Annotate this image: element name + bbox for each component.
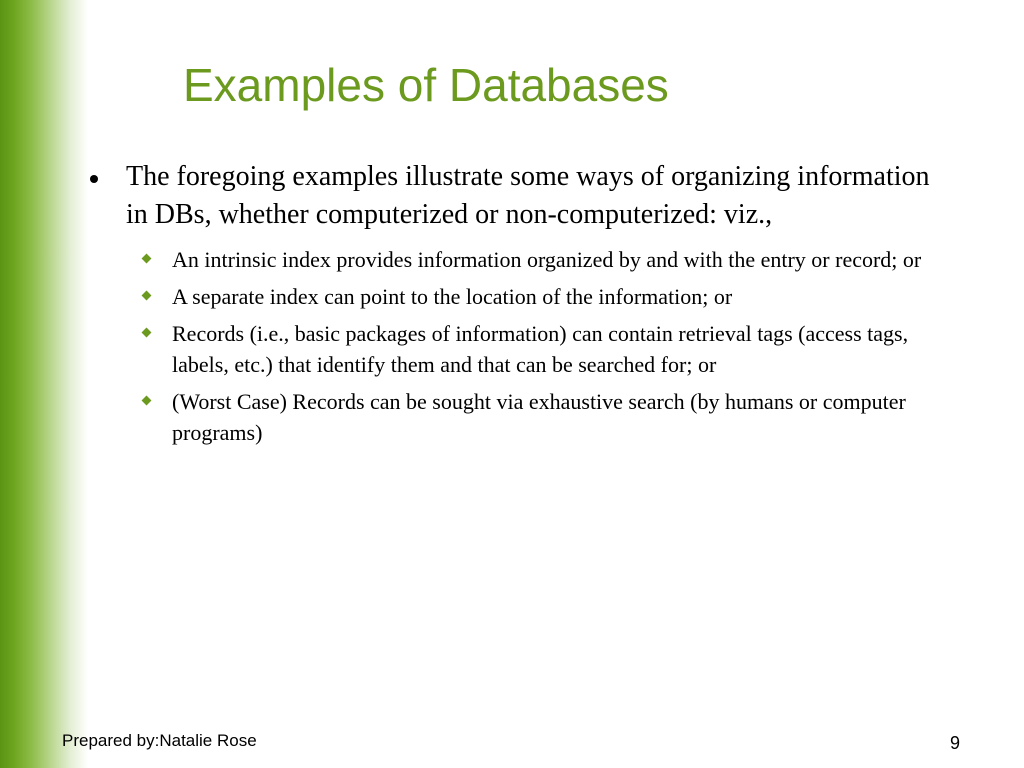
sub-bullet-item xyxy=(90,386,950,448)
page-number: 9 xyxy=(950,733,961,753)
sub-bullet-text: (Worst Case) Records can be sought via exhaustive search (by humans or computer programs) xyxy=(172,389,906,445)
footer-author: Prepared by:Natalie Rose xyxy=(62,731,257,750)
slide-title: Examples of Databases xyxy=(183,59,669,111)
sub-bullet-text: A separate index can point to the location of the information; or xyxy=(172,284,733,309)
diamond-bullet-icon xyxy=(142,328,152,338)
main-bullet xyxy=(90,158,950,234)
sub-bullet-text: Records (i.e., basic packages of information) can contain retrieval tags (access tags, labels, etc.) that identify them and that can be searched for; or xyxy=(172,321,909,377)
diamond-bullet-icon xyxy=(142,254,152,264)
diamond-bullet-icon xyxy=(142,396,152,406)
sub-bullet-item xyxy=(90,281,950,312)
bullet-dot-icon xyxy=(90,175,98,183)
diamond-bullet-icon xyxy=(142,291,152,301)
decorative-green-band xyxy=(0,0,88,768)
sub-bullet-item xyxy=(90,244,950,275)
main-bullet-text: The foregoing examples illustrate some ways of organizing information in DBs, whether computerized or non-computerized: viz., xyxy=(126,161,930,230)
sub-bullet-text: An intrinsic index provides information organized by and with the entry or record; or xyxy=(172,247,922,272)
slide-body xyxy=(90,158,950,454)
sub-bullet-item xyxy=(90,318,950,380)
sub-bullet-list xyxy=(90,244,950,448)
